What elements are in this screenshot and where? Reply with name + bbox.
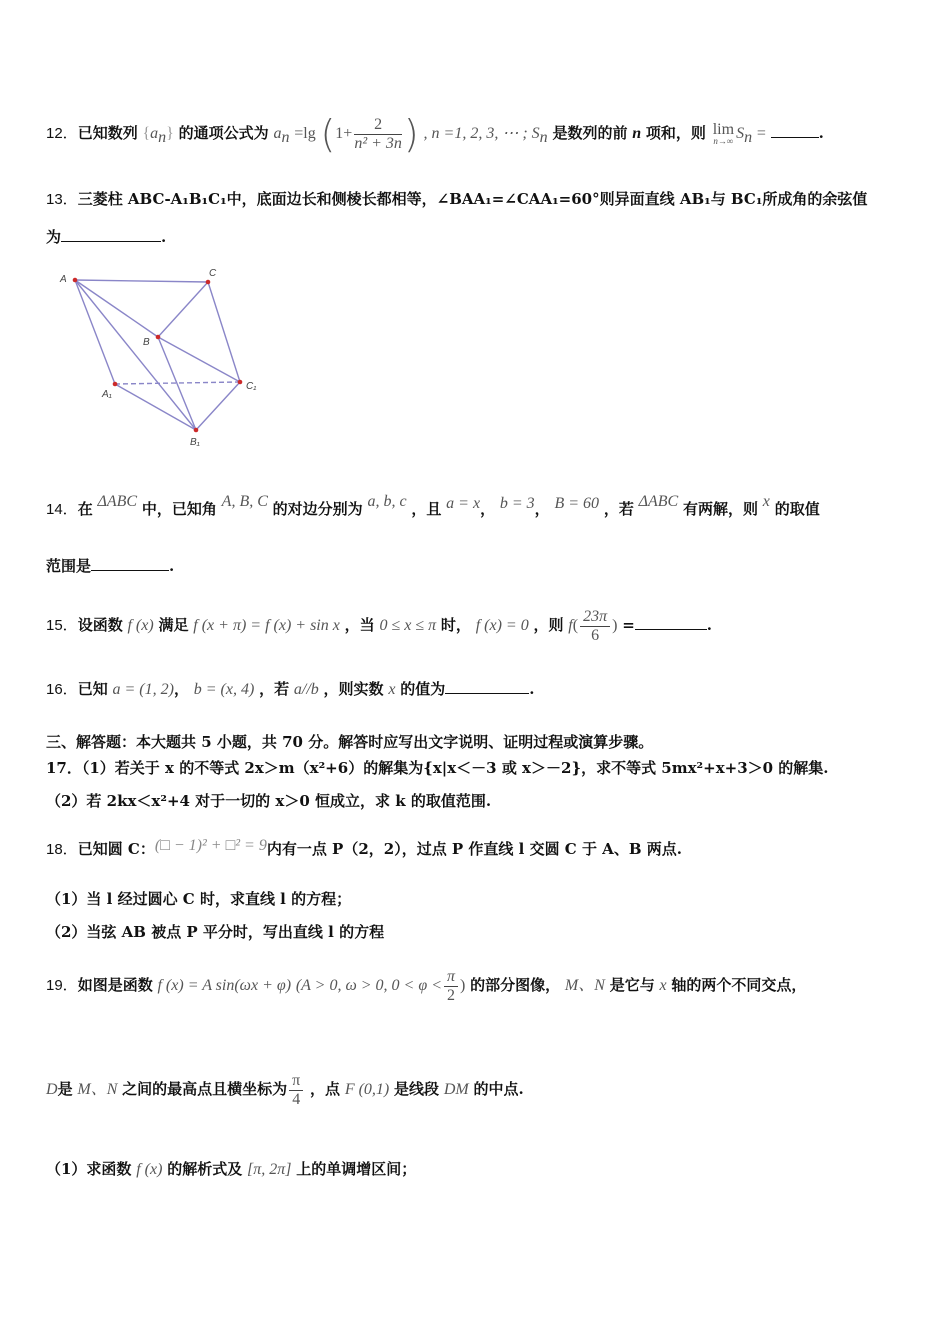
q14-text: 中，已知角 [141,500,217,518]
equals: = [622,616,635,635]
points-mn: M、N [564,977,605,995]
formula-lhs-sub: n [281,129,290,146]
fraction-numerator: 2 [354,116,402,135]
q15-text: 设函数 [77,616,123,635]
label-a: A [60,274,67,285]
vector-a: a = (1, 2) [112,681,174,698]
label-c1: C₁ [246,381,257,392]
parameter-conditions: (A > 0, ω > 0, 0 < φ < [295,977,442,995]
question-19-part1 [46,1158,416,1179]
q19-text: 如图是函数 [77,976,153,995]
paren-right: ) [403,112,419,156]
question-17-part2: （2）若 2kx＜x²+4 对于一切的 x＞0 恒成立，求 k 的取值范围. [46,792,492,810]
vertex-c1 [238,380,243,385]
q12-text: 项和，则 [645,124,706,142]
separator: ， [480,500,496,518]
q14-text: 范围是 [46,557,92,575]
period: . [169,557,175,575]
answer-blank[interactable] [61,227,161,242]
q14-text: 有两解，则 [683,500,759,518]
question-19-line2 [46,1072,524,1108]
pi-over-4 [289,1072,303,1108]
condition-b: b = 3 [499,495,535,512]
answer-blank[interactable] [91,556,169,571]
seq-symbol: a [150,125,159,142]
function-f: f (x) [136,1161,163,1178]
answer-blank[interactable] [635,615,707,630]
fraction-denominator: n² + 3n [354,134,402,152]
edge-a-c [75,280,208,282]
vertex-c [206,280,211,285]
q15-text: ，当 [344,616,375,635]
sides-symbol: a, b, c [367,493,407,510]
paren-left: ( [572,617,579,635]
domain-range: 0 ≤ x ≤ π [379,617,437,635]
q14-text: 在 [77,500,93,518]
question-18-part1: （1）当 l 经过圆心 C 时，求直线 l 的方程； [46,890,352,908]
q19-text: （1）求函数 [46,1160,132,1178]
edge-a-a1 [75,280,115,384]
points-mn: M、N [77,1081,118,1099]
angles-symbol: A, B, C [221,493,268,510]
condition-a: a = x [446,495,481,512]
interval: [π, 2π] [247,1161,292,1178]
fraction-denominator: 4 [292,1090,301,1108]
question-14-line2 [46,555,174,576]
function-f: f [568,617,573,635]
point-f: F (0,1) [344,1081,390,1099]
fraction-numerator: π [444,968,458,987]
question-16 [46,678,534,699]
seq-brace: { [142,125,151,142]
fraction-numerator: 23π [580,608,610,627]
functional-equation: f (x + π) = f (x) + sin x [193,617,340,635]
lim-sub: n→∞ [713,136,734,147]
fraction-denominator: 6 [591,626,600,644]
question-13-line2 [46,226,166,247]
seq-brace: } [166,125,174,142]
triangle-symbol: ΔABC [97,493,138,510]
formula-tail-sub: n [539,129,548,146]
formula-lhs: a [273,125,282,142]
question-number: 14． [46,501,78,518]
equals: = [756,125,766,142]
q19-text: 上的单调增区间； [296,1160,417,1178]
label-a1: A₁ [102,389,112,400]
s-symbol: S [736,125,745,142]
vertex-b [156,335,161,340]
condition-angle: B = 60 [554,495,600,512]
q19-text: ，点 [310,1080,341,1099]
x-symbol: x [762,493,770,510]
label-b: B [143,337,150,348]
separator: ， [534,500,550,518]
q19-text: 的解析式及 [167,1160,243,1178]
parallel-condition: a//b [293,681,319,698]
vertex-a [73,278,78,283]
q19-text: 是线段 [394,1080,440,1099]
q19-text: 是 [57,1080,73,1099]
fraction-numerator: π [289,1072,303,1091]
q14-text: 的对边分别为 [272,500,363,518]
edge-c-b [158,282,208,337]
question-14 [46,493,820,519]
q12-text: 已知数列 [77,124,138,142]
q16-text: ，若 [259,680,290,698]
question-number: 16． [46,681,78,698]
q12-text: 是数列的前 [552,124,628,142]
q14-text: ，且 [411,500,442,518]
q18-text: 内有一点 P（2，2），过点 P 作直线 l 交圆 C 于 A、B 两点. [266,840,682,858]
section-heading: 三、解答题：本大题共 5 小题，共 70 分。解答时应写出文字说明、证明过程或演算步骤。 [46,733,654,751]
function-f: f (x) [127,617,154,635]
edge-b1-c1 [196,382,240,430]
triangle-symbol: ΔABC [638,493,679,510]
paren-right: ) [460,977,466,995]
q13-text: 为 [46,228,62,246]
x-symbol: x [388,681,396,698]
prism-figure [50,262,280,452]
separator: ， [173,680,189,698]
edge-a-b1 [75,280,196,430]
q15-text: 时， [440,616,471,635]
q14-text: 的取值 [774,500,820,518]
q19-text: 的中点. [473,1080,524,1099]
formula-lg: =lg [294,125,316,142]
seq-sub: n [158,129,167,146]
question-number: 13． [46,191,78,208]
q15-text: 满足 [158,616,189,635]
q19-text: 的部分图像， [470,976,561,995]
q16-text: 已知 [77,680,108,698]
lim-word: lim [712,120,735,138]
formula-fraction [354,116,402,152]
question-number: 12． [46,125,78,142]
question-19 [46,968,806,1004]
vertex-b1 [194,428,199,433]
question-13 [46,188,867,209]
x-symbol: x [659,977,667,995]
q18-text: 已知圆 C： [77,840,155,858]
zero-condition: f (x) = 0 [475,617,529,635]
function-expression: f (x) = A sin(ωx + φ) [157,977,292,995]
n-symbol: n [632,125,642,142]
pi-over-2 [444,968,458,1004]
period: . [818,124,824,142]
question-17-part1: 17．（1）若关于 x 的不等式 2x＞m（x²+6）的解集为{x|x＜－3 或 x＞－2}，求不等式 5mx²+x+3＞0 的解集. [46,759,829,777]
label-c: C [209,268,217,279]
edge-a-b [75,280,158,337]
question-15 [46,608,712,644]
answer-blank[interactable] [771,123,819,138]
question-18 [46,838,682,859]
q19-text: 轴的两个不同交点， [671,976,807,995]
question-18-part2: （2）当弦 AB 被点 P 平分时，写出直线 l 的方程 [46,923,385,941]
period: . [529,680,535,698]
limit [712,120,735,147]
segment-dm: DM [443,1081,469,1099]
paren-left: ( [320,112,336,156]
fraction-denominator: 2 [447,986,455,1004]
evaluation-fraction [580,608,610,644]
s-sub: n [744,129,753,146]
label-b1: B₁ [190,437,200,448]
vertex-a1 [113,382,118,387]
edge-a1-b1 [115,384,196,430]
circle-equation: (□ − 1)² + □² = 9 [154,837,267,854]
q15-text: ，则 [533,616,564,635]
period: . [706,616,712,635]
paren-right: ) [612,617,618,635]
point-d: D [46,1081,58,1099]
q13-text: 三菱柱 ABC-A₁B₁C₁中，底面边长和侧棱长都相等，∠BAA₁=∠CAA₁=60°则异面直线 AB₁与 BC₁所成角的余弦值 [77,190,868,208]
answer-blank[interactable] [445,679,529,694]
formula-one-plus: 1+ [335,125,353,142]
q16-text: ，则实数 [323,680,384,698]
vector-b: b = (x, 4) [193,681,255,698]
question-number: 15． [46,617,78,635]
formula-tail: , n =1, 2, 3, ⋯ ; S [423,125,540,142]
q12-text: 的通项公式为 [178,124,269,142]
q16-text: 的值为 [400,680,446,698]
question-12 [46,112,824,156]
question-number: 19． [46,977,78,995]
question-number: 18． [46,841,78,858]
q14-text: ，若 [603,500,634,518]
q19-text: 之间的最高点且横坐标为 [122,1080,288,1099]
q19-text: 是它与 [609,976,655,995]
period: . [161,228,167,246]
